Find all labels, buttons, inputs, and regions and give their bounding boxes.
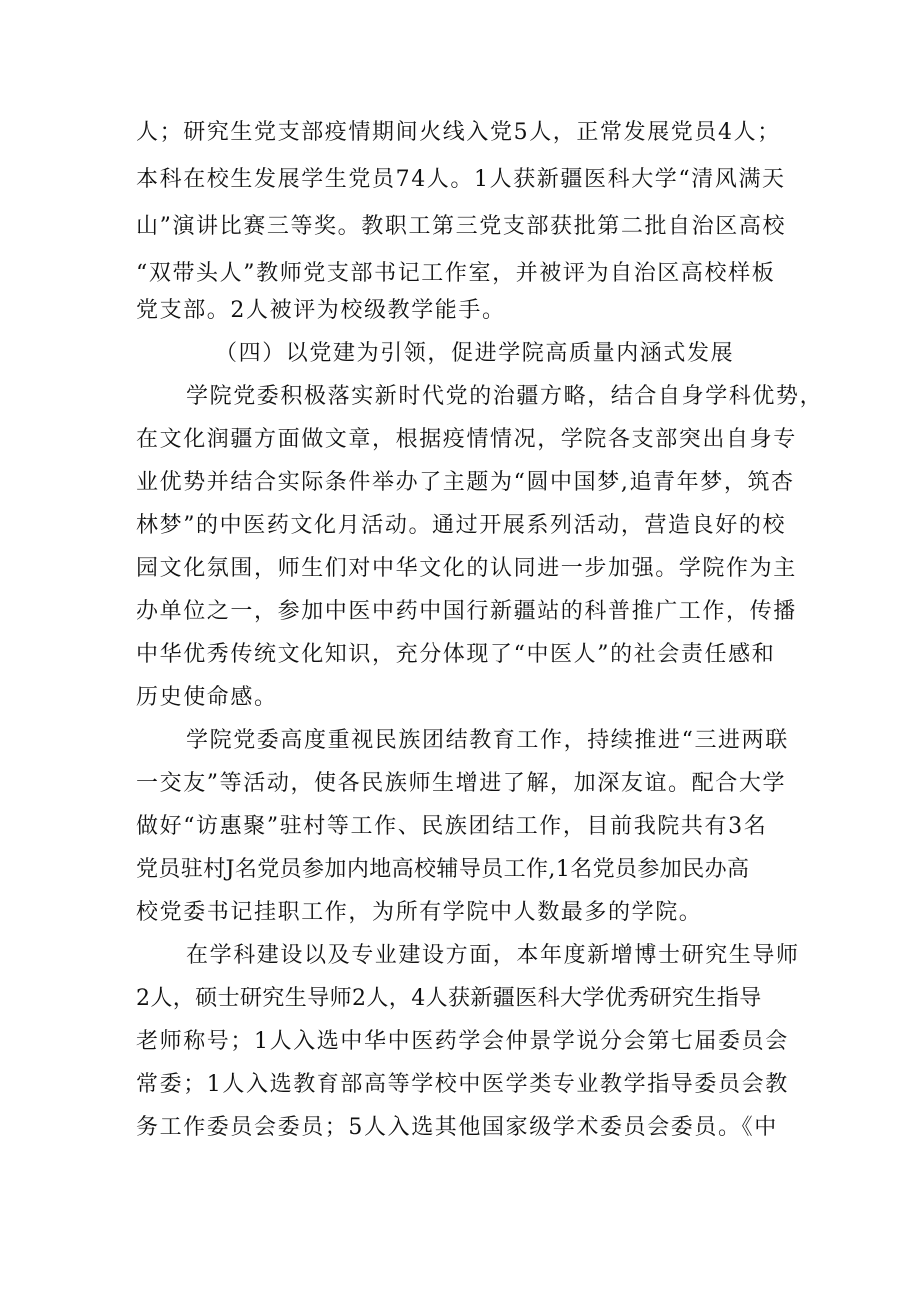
paragraph-line: 党员驻村J名党员参加内地高校辅导员工作,1名党员参加民办高: [136, 857, 750, 882]
section-heading: （四）以党建为引领，促进学院高质量内涵式发展: [215, 341, 735, 366]
paragraph-line: 校党委书记挂职工作，为所有学院中人数最多的学院。: [136, 900, 703, 925]
paragraph-line: “双带头人”教师党支部书记工作室，并被评为自治区高校样板: [136, 261, 776, 286]
paragraph-line: 老师称号；1人入选中华中医药学会仲景学说分会第七届委员会: [136, 1029, 789, 1054]
paragraph-line: 园文化氛围，师生们对中华文化的认同进一步加强。学院作为主: [136, 556, 797, 581]
paragraph-line: 历史使命感。: [136, 685, 278, 710]
paragraph-line: 本科在校生发展学生党员74人。1人获新疆医科大学“清风满天: [136, 167, 786, 192]
paragraph-line: 林梦”的中医药文化月活动。通过开展系列活动，营造良好的校: [136, 513, 787, 538]
paragraph-line: 在文化润疆方面做文章，根据疫情情况，学院各支部突出自身专: [136, 427, 797, 452]
paragraph-line: 做好“访惠聚”驻村等工作、民族团结工作，目前我院共有3名: [136, 814, 768, 839]
paragraph-line: 业优势并结合实际条件举办了主题为“圆中国梦,追青年梦，筑杏: [136, 470, 795, 495]
paragraph-line: 中华优秀传统文化知识，充分体现了“中医人”的社会责任感和: [136, 642, 776, 667]
paragraph-line: 2人，硕士研究生导师2人，4人获新疆医科大学优秀研究生指导: [136, 986, 762, 1011]
paragraph-line: 山”演讲比赛三等奖。教职工第三党支部获批第二批自治区高校: [136, 214, 787, 239]
paragraph-line: 一交友”等活动，使各民族师生增进了解，加深友谊。配合大学: [136, 771, 787, 796]
paragraph-line: 常委；1人入选教育部高等学校中医学类专业教学指导委员会教: [136, 1072, 789, 1097]
paragraph-line: 学院党委积极落实新时代党的治疆方略，结合自身学科优势，: [186, 384, 824, 409]
paragraph-line: 学院党委高度重视民族团结教育工作，持续推进“三进两联: [186, 728, 789, 753]
paragraph-line: 人；研究生党支部疫情期间火线入党5人，正常发展党员4人；: [136, 120, 781, 145]
paragraph-line: 务工作委员会委员；5人入选其他国家级学术委员会委员。《中: [136, 1115, 778, 1140]
paragraph-line: 在学科建设以及专业建设方面，本年度新增博士研究生导师: [186, 943, 800, 968]
paragraph-line: 党支部。2人被评为校级教学能手。: [136, 298, 506, 323]
paragraph-line: 办单位之一，参加中医中药中国行新疆站的科普推广工作，传播: [136, 599, 797, 624]
